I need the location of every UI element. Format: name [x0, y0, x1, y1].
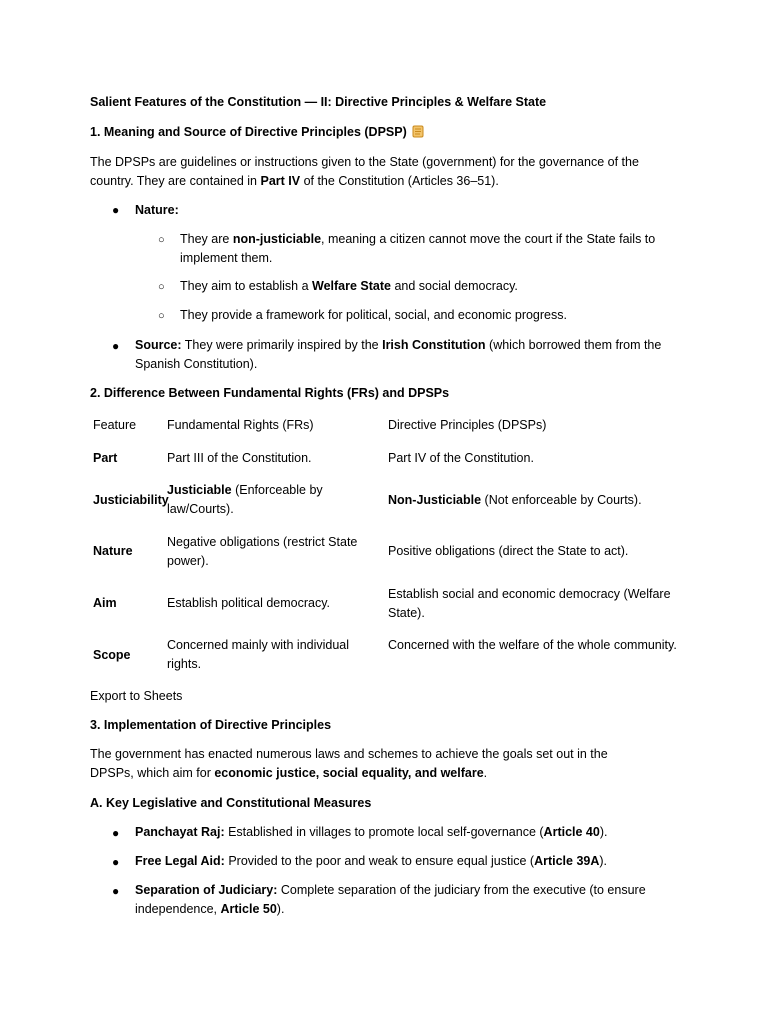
- table-cell-dpsp: Concerned with the welfare of the whole community.: [388, 638, 677, 652]
- bullet-icon: ●: [112, 203, 120, 217]
- section3-subheading: A. Key Legislative and Constitutional Measures: [90, 796, 372, 810]
- source-item: Source: They were primarily inspired by the Irish Constitution (which borrowed them from the Spanish Constitution).: [135, 338, 662, 371]
- table-cell-fr: Concerned mainly with individual rights.: [167, 638, 350, 671]
- section1-heading: [90, 123, 680, 142]
- document-title: Salient Features of the Constitution — II: Directive Principles & Welfare State: [90, 95, 547, 109]
- table-cell-fr: Negative obligations (restrict State power).: [167, 535, 358, 568]
- table-header-cell: Feature: [93, 418, 137, 432]
- section3-paragraph: The government has enacted numerous laws and schemes to achieve the goals set out in the DPSPs, which aim for economic justice, social equality, and welfare.: [90, 747, 608, 780]
- sub-bullet-icon: ○: [158, 310, 165, 322]
- scroll-icon: [411, 125, 425, 138]
- table-cell-feature: Justiciability: [93, 493, 169, 507]
- table-cell-feature: Aim: [93, 596, 117, 610]
- bullet-icon: ●: [112, 884, 120, 898]
- section1-paragraph: The DPSPs are guidelines or instructions given to the State (government) for the governance of the country. They are contained in Part IV of the Constitution (Articles 36–51).: [90, 155, 639, 188]
- measure-item: Panchayat Raj: Established in villages to promote local self-governance (Article 40).: [135, 825, 608, 839]
- table-cell-dpsp: Non-Justiciable (Not enforceable by Courts).: [388, 493, 642, 507]
- table-cell-dpsp: Part IV of the Constitution.: [388, 451, 534, 465]
- table-header-cell: Directive Principles (DPSPs): [388, 418, 547, 432]
- section3-heading: 3. Implementation of Directive Principles: [90, 718, 332, 732]
- section2-heading: 2. Difference Between Fundamental Rights (FRs) and DPSPs: [90, 386, 450, 400]
- sub-bullet-icon: ○: [158, 281, 165, 293]
- nature-item: They provide a framework for political, social, and economic progress.: [180, 308, 567, 322]
- table-cell-feature: Scope: [93, 648, 131, 662]
- export-to-sheets-link[interactable]: Export to Sheets: [90, 689, 183, 703]
- section1-heading-text: 1. Meaning and Source of Directive Principles (DPSP): [90, 125, 407, 139]
- table-cell-feature: Part: [93, 451, 118, 465]
- table-cell-dpsp: Establish social and economic democracy (Welfare State).: [388, 587, 671, 620]
- nature-item: They aim to establish a Welfare State and social democracy.: [180, 279, 518, 293]
- table-cell-fr: Part III of the Constitution.: [167, 451, 312, 465]
- sub-bullet-icon: ○: [158, 234, 165, 246]
- bullet-icon: ●: [112, 339, 120, 353]
- table-cell-feature: Nature: [93, 544, 133, 558]
- bullet-icon: ●: [112, 826, 120, 840]
- nature-label: Nature:: [135, 203, 179, 217]
- measure-item: Separation of Judiciary: Complete separation of the judiciary from the executive (to ensure independence, Article 50).: [135, 883, 646, 916]
- nature-item: They are non-justiciable, meaning a citizen cannot move the court if the State fails to implement them.: [180, 232, 656, 265]
- measure-item: Free Legal Aid: Provided to the poor and weak to ensure equal justice (Article 39A).: [135, 854, 608, 868]
- table-cell-fr: Establish political democracy.: [167, 596, 331, 610]
- table-cell-dpsp: Positive obligations (direct the State to act).: [388, 544, 629, 558]
- table-header-cell: Fundamental Rights (FRs): [167, 418, 314, 432]
- table-cell-fr: Justiciable (Enforceable by law/Courts).: [167, 483, 323, 516]
- bullet-icon: ●: [112, 855, 120, 869]
